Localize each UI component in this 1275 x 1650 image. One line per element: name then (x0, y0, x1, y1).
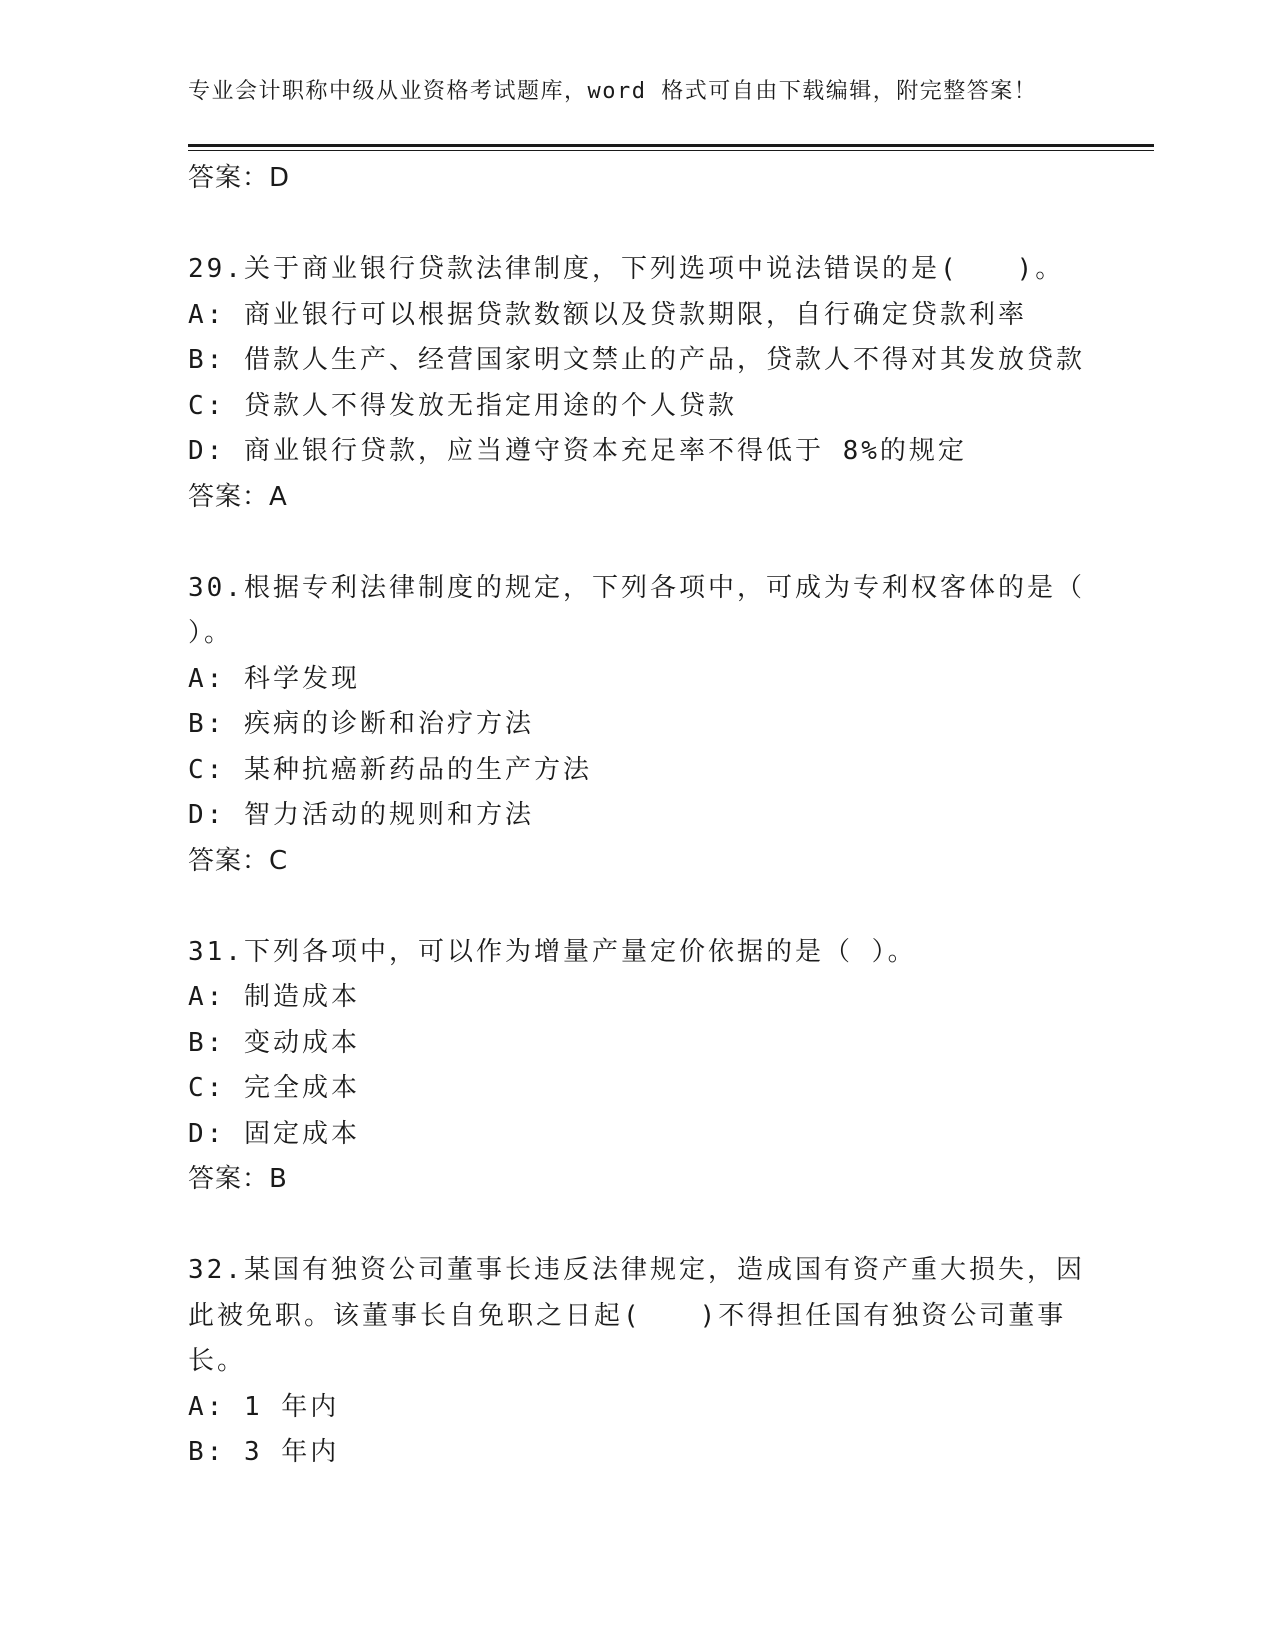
option-d: D: 固定成本 (188, 1118, 360, 1149)
answer-line: 答案：D (188, 163, 291, 193)
option-d: D: 智力活动的规则和方法 (188, 800, 534, 830)
option-a: A: 1 年内 (188, 1391, 340, 1422)
option-c: C: 完全成本 (188, 1073, 360, 1103)
header-divider-thin (188, 150, 1154, 151)
answer-line: 答案：A (188, 481, 288, 512)
option-b: B: 变动成本 (188, 1027, 360, 1058)
option-c: C: 某种抗癌新药品的生产方法 (188, 754, 592, 785)
question-stem-continued: 此被免职。该董事长自免职之日起( )不得担任国有独资公司董事 (188, 1300, 1067, 1331)
option-b: B: 借款人生产、经营国家明文禁止的产品，贷款人不得对其发放贷款 (188, 345, 1085, 375)
option-b: B: 疾病的诊断和治疗方法 (188, 709, 534, 739)
question-stem: 31.下列各项中，可以作为增量产量定价依据的是（ ）。 (188, 936, 917, 967)
option-a: A: 商业银行可以根据贷款数额以及贷款期限，自行确定贷款利率 (188, 299, 1027, 330)
question-block (188, 930, 1088, 1203)
question-stem: 29.关于商业银行贷款法律制度，下列选项中说法错误的是( )。 (188, 254, 1065, 284)
question-block (188, 247, 1088, 520)
option-b: B: 3 年内 (188, 1437, 340, 1467)
option-c: C: 贷款人不得发放无指定用途的个人贷款 (188, 390, 737, 421)
question-stem-continued: 长。 (188, 1346, 247, 1376)
question-block (188, 1248, 1088, 1476)
answer-line: 答案：B (188, 1164, 288, 1194)
page-header: 专业会计职称中级从业资格考试题库，word 格式可自由下载编辑，附完整答案！ (188, 79, 1038, 104)
answer-line: 答案：C (188, 845, 289, 876)
question-stem-continued: ）。 (188, 618, 234, 648)
question-stem: 30.根据专利法律制度的规定，下列各项中，可成为专利权客体的是（ (188, 572, 1085, 603)
question-block (188, 566, 1088, 885)
question-stem: 32.某国有独资公司董事长违反法律规定，造成国有资产重大损失，因 (188, 1255, 1085, 1285)
option-d: D: 商业银行贷款，应当遵守资本充足率不得低于 8%的规定 (188, 436, 967, 466)
document-body (188, 156, 1088, 1476)
option-a: A: 科学发现 (188, 663, 360, 694)
option-a: A: 制造成本 (188, 982, 360, 1012)
header-divider (188, 144, 1154, 147)
